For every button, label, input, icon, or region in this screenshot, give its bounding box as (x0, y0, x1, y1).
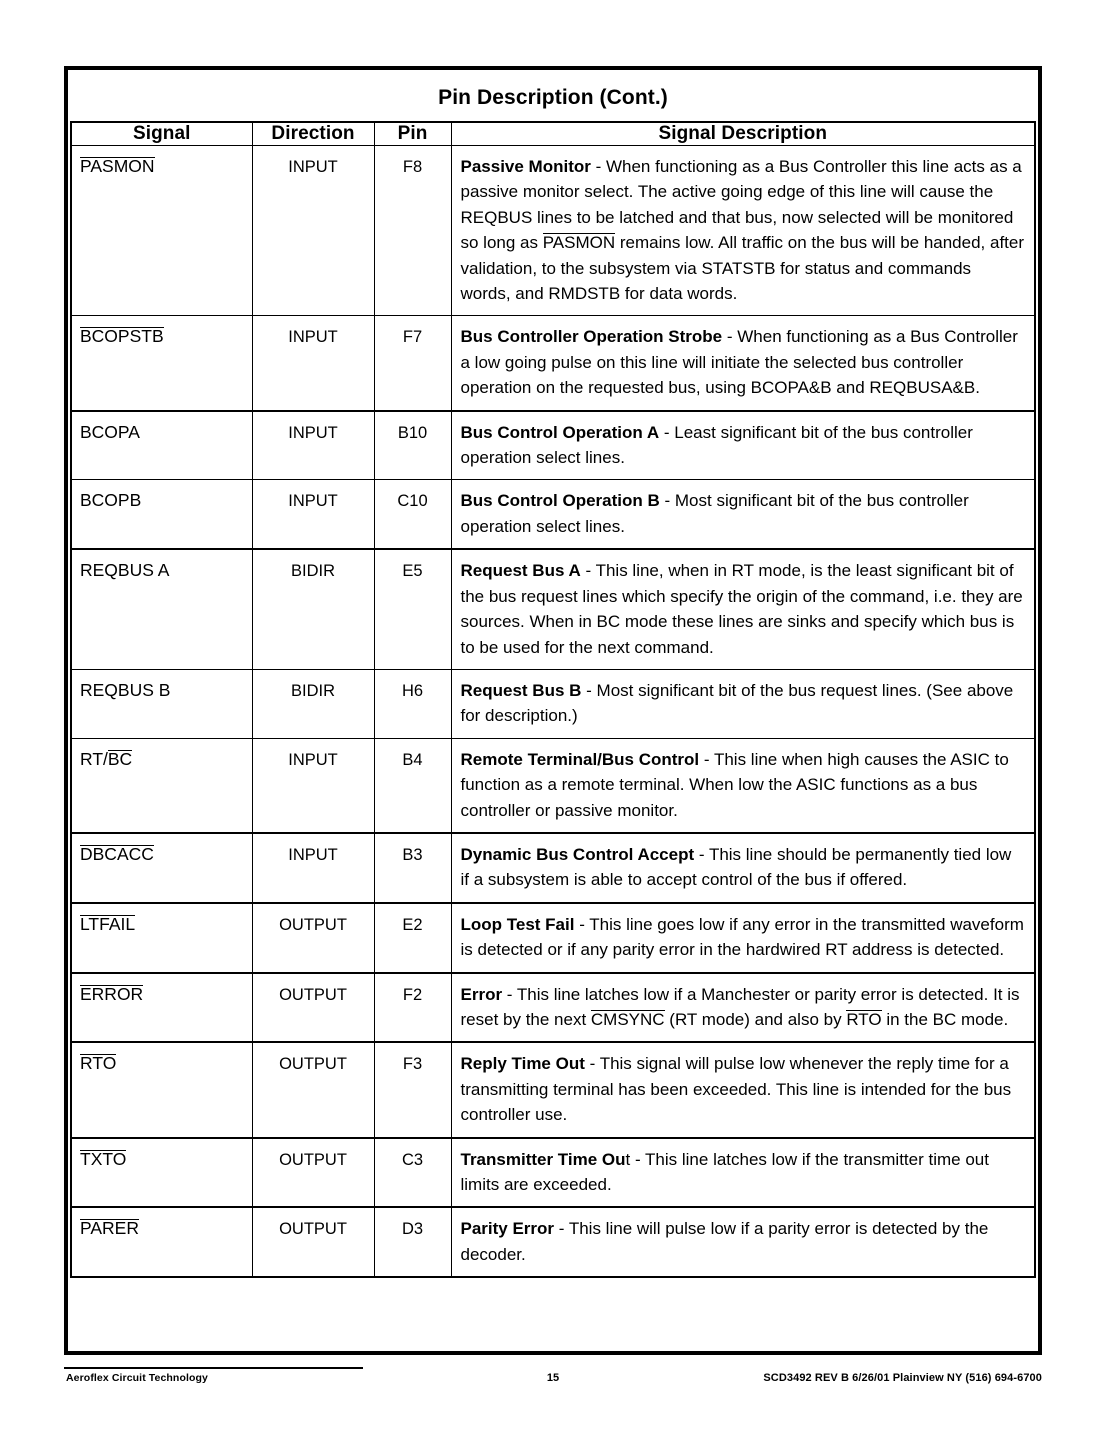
cell-signal-description: Bus Controller Operation Strobe - When functioning as a Bus Controller a low going pulse on this line will initiate the selected bus controller operation on the requested bus, using BCOPA&B and REQBUSA&B. (451, 316, 1035, 411)
table-row (71, 480, 1035, 549)
cell-signal-description: Dynamic Bus Control Accept - This line should be permanently tied low if a subsystem is able to accept control of the bus if offered. (451, 833, 1035, 903)
table-row (71, 669, 1035, 738)
table-row (71, 316, 1035, 411)
table-header (71, 122, 1035, 146)
footer-page-number: 15 (546, 1372, 560, 1384)
table-header-row (71, 122, 1035, 146)
cell-signal-name: REQBUS B (71, 669, 252, 738)
table-row (71, 1207, 1035, 1277)
page-title: Pin Description (Cont.) (438, 86, 668, 109)
cell-direction: INPUT (252, 411, 374, 480)
footer-document-reference: SCD3492 REV B 6/26/01 Plainview NY (516) 694-6700 (763, 1372, 1042, 1384)
table-row (71, 1042, 1035, 1137)
column-header-description: Signal Description (451, 122, 1035, 146)
cell-signal-description: Passive Monitor - When functioning as a Bus Controller this line acts as a passive monitor select. The active going edge of this line will cause the REQBUS lines to be latched and that bus, now selected will be monitored so long as PASMON remains low. All traffic on the bus will be handed, after validation, to the subsystem via STATSTB for status and commands words, and RMDSTB for data words. (451, 146, 1035, 316)
cell-signal-name (71, 973, 252, 1043)
description-term: Parity Error (460, 1219, 555, 1239)
cell-signal-description: Request Bus A - This line, when in RT mode, is the least significant bit of the bus request lines which specify the origin of the command, i.e. they are sources. When in BC mode these lines are sinks and specify which bus is to be used for the next command. (451, 549, 1035, 669)
cell-direction: OUTPUT (252, 1138, 374, 1208)
cell-direction: INPUT (252, 146, 374, 316)
cell-signal-name: REQBUS A (71, 549, 252, 669)
cell-direction: BIDIR (252, 549, 374, 669)
cell-direction: INPUT (252, 316, 374, 411)
page-footer (64, 1367, 1042, 1397)
cell-pin-number: F3 (374, 1042, 451, 1137)
cell-signal-description: Bus Control Operation A - Least significant bit of the bus controller operation select lines. (451, 411, 1035, 480)
cell-pin-number: B4 (374, 738, 451, 833)
cell-signal-name (71, 833, 252, 903)
table-row (71, 549, 1035, 669)
cell-direction: OUTPUT (252, 1042, 374, 1137)
cell-pin-number: B3 (374, 833, 451, 903)
active-low-overline: BC (107, 748, 133, 769)
cell-pin-number: C10 (374, 480, 451, 549)
cell-direction: INPUT (252, 480, 374, 549)
description-term: Reply Time Out (460, 1054, 585, 1074)
cell-direction: BIDIR (252, 669, 374, 738)
table-row (71, 973, 1035, 1043)
cell-pin-number: B10 (374, 411, 451, 480)
description-term: Request Bus B (460, 680, 582, 700)
table-row (71, 411, 1035, 480)
cell-signal-name (71, 1207, 252, 1277)
table-row (71, 833, 1035, 903)
cell-signal-description: Loop Test Fail - This line goes low if any error in the transmitted waveform is detected or if any parity error in the hardwired RT address is detected. (451, 903, 1035, 973)
cell-pin-number: H6 (374, 669, 451, 738)
active-low-overline: PASMON (542, 233, 616, 253)
cell-signal-name (71, 903, 252, 973)
description-term: Loop Test Fail (460, 914, 575, 934)
table-body (71, 146, 1035, 1278)
cell-pin-number: C3 (374, 1138, 451, 1208)
cell-direction: OUTPUT (252, 1207, 374, 1277)
description-term: Remote Terminal/Bus Control (460, 749, 700, 769)
cell-direction: OUTPUT (252, 903, 374, 973)
active-low-overline: PARER (80, 1218, 139, 1239)
column-header-pin: Pin (374, 122, 451, 146)
cell-signal-description: Transmitter Time Out - This line latches low if the transmitter time out limits are exceeded. (451, 1138, 1035, 1208)
active-low-overline: DBCACC (80, 843, 154, 864)
cell-signal-name (71, 146, 252, 316)
table-row (71, 146, 1035, 316)
cell-signal-description: Error - This line latches low if a Manchester or parity error is detected. It is reset by the next CMSYNC (RT mode) and also by RTO in the BC mode. (451, 973, 1035, 1043)
description-term: Request Bus A (460, 561, 581, 581)
cell-pin-number: E5 (374, 549, 451, 669)
cell-pin-number: D3 (374, 1207, 451, 1277)
cell-direction: INPUT (252, 833, 374, 903)
page-border (64, 66, 1042, 1355)
footer-divider-rule (64, 1367, 363, 1369)
description-term: Bus Control Operation B (460, 491, 660, 511)
column-header-direction: Direction (252, 122, 374, 146)
cell-pin-number: F8 (374, 146, 451, 316)
active-low-overline: BCOPSTB (80, 326, 164, 347)
active-low-overline: TXTO (80, 1148, 127, 1169)
active-low-overline: CMSYNC (590, 1009, 665, 1029)
cell-signal-description: Bus Control Operation B - Most significant bit of the bus controller operation select lines. (451, 480, 1035, 549)
description-term: Dynamic Bus Control Accept (460, 844, 695, 864)
footer-company-name: Aeroflex Circuit Technology (66, 1372, 208, 1384)
description-term: Bus Control Operation A (460, 422, 660, 442)
cell-signal-description: Remote Terminal/Bus Control - This line when high causes the ASIC to function as a remote terminal. When low the ASIC functions as a bus controller or passive monitor. (451, 738, 1035, 833)
column-header-signal: Signal (71, 122, 252, 146)
cell-signal-name: BCOPA (71, 411, 252, 480)
description-term: Transmitter Time Ou (460, 1149, 626, 1169)
table-row (71, 903, 1035, 973)
cell-signal-name: RT/BC (71, 738, 252, 833)
description-term: Bus Controller Operation Strobe (460, 327, 723, 347)
active-low-overline: RTO (846, 1009, 882, 1029)
description-term: Passive Monitor (460, 157, 591, 176)
cell-signal-name (71, 1042, 252, 1137)
active-low-overline: ERROR (80, 983, 144, 1004)
cell-pin-number: F7 (374, 316, 451, 411)
active-low-overline: LTFAIL (80, 913, 136, 934)
cell-signal-name (71, 1138, 252, 1208)
cell-direction: INPUT (252, 738, 374, 833)
table-row (71, 738, 1035, 833)
cell-pin-number: E2 (374, 903, 451, 973)
pin-description-table (70, 121, 1036, 1278)
cell-direction: OUTPUT (252, 973, 374, 1043)
active-low-overline: PASMON (80, 156, 155, 176)
cell-signal-name: BCOPB (71, 480, 252, 549)
cell-pin-number: F2 (374, 973, 451, 1043)
cell-signal-name (71, 316, 252, 411)
cell-signal-description: Reply Time Out - This signal will pulse low whenever the reply time for a transmitting terminal has been exceeded. This line is intended for the bus controller use. (451, 1042, 1035, 1137)
cell-signal-description: Request Bus B - Most significant bit of the bus request lines. (See above for description.) (451, 669, 1035, 738)
cell-signal-description: Parity Error - This line will pulse low if a parity error is detected by the decoder. (451, 1207, 1035, 1277)
table-row (71, 1138, 1035, 1208)
description-term: Error (460, 984, 503, 1004)
active-low-overline: RTO (80, 1053, 117, 1074)
